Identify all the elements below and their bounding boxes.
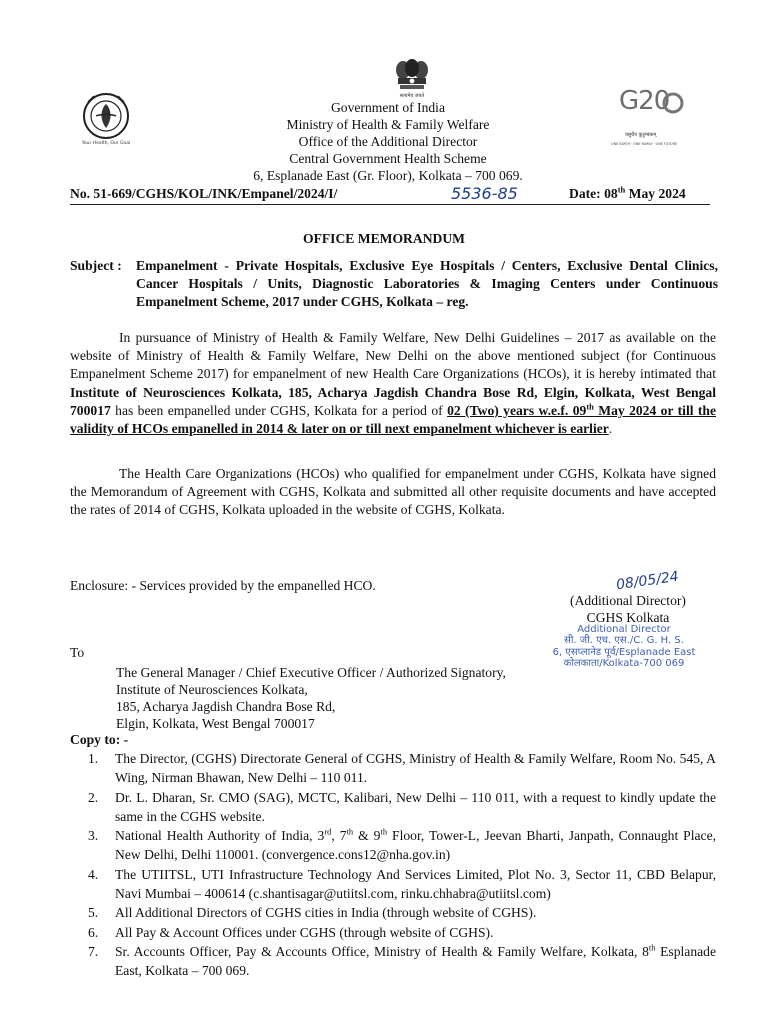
lion-capital-icon bbox=[389, 58, 435, 100]
header-line-1: Government of India bbox=[330, 100, 445, 115]
list-item: 3. National Health Authority of India, 3rd, 7th & 9th Floor, Tower-L, Jeevan Bharti, Janpath, Connaught Place, New Delhi, Delhi 110001. (convergence.cons12@nha.gov.in) bbox=[88, 826, 717, 863]
addressee-line: The General Manager / Chief Executive Officer / Authorized Signatory, bbox=[116, 665, 506, 680]
header-divider bbox=[70, 204, 710, 205]
official-stamp: Additional Director सी. जी. एच. एस./C. G. H. S. 6, एसप्लानेड पूर्व/Esplanade East कोलकाता/Kolkata-700 069 bbox=[552, 624, 696, 669]
national-emblem bbox=[389, 58, 435, 100]
lotus-globe-icon bbox=[662, 92, 684, 114]
svg-text:सत्यमेव जयते: सत्यमेव जयते bbox=[399, 93, 425, 99]
addressee-line: Institute of Neurosciences Kolkata, bbox=[116, 682, 308, 697]
office-header bbox=[200, 99, 576, 184]
signature-block bbox=[558, 592, 698, 626]
list-item: 4. The UTIITSL, UTI Infrastructure Technology And Services Limited, Plot No. 3, Sector 11, CBD Belapur, Navi Mumbai – 400614 (c.shantisagar@utiitsl.com, rinku.chhabra@utiitsl.com) bbox=[88, 866, 716, 902]
g20-logo-text: G20 bbox=[619, 86, 670, 116]
memo-title: OFFICE MEMORANDUM bbox=[303, 231, 465, 246]
subject-text: Empanelment - Private Hospitals, Exclusive Eye Hospitals / Centers, Exclusive Dental Clinics, Cancer Hospitals / Units, Diagnostic Laboratories & Imaging Centers under Continuous Empanelment Scheme, 2017 under CGHS, Kolkata – reg. bbox=[136, 258, 718, 309]
reference-line bbox=[70, 186, 710, 206]
list-item: 1. The Director, (CGHS) Directorate General of CGHS, Ministry of Health & Family Welfare, Room No. 545, A Wing, Nirman Bhawan, New Delhi – 110 011. bbox=[88, 751, 716, 786]
enclosure-note: Enclosure: - Services provided by the empanelled HCO. bbox=[70, 578, 376, 593]
list-item: 5. All Additional Directors of CGHS cities in India (through website of CGHS). bbox=[88, 905, 537, 921]
copy-to-list bbox=[88, 749, 716, 981]
list-item: 2. Dr. L. Dharan, Sr. CMO (SAG), MCTC, Kalibari, New Delhi – 110 011, with a request to kindly update the same in the CGHS website. bbox=[88, 789, 716, 824]
paragraph-2: The Health Care Organizations (HCOs) who qualified for empanelment under CGHS, Kolkata have signed the Memorandum of Agreement with CGHS, Kolkata and submitted all other requisite documents and have accepted the rates of 2014 of CGHS, Kolkata uploaded in the website of CGHS, Kolkata. bbox=[70, 466, 716, 518]
reference-number: No. 51-669/CGHS/KOL/INK/Empanel/2024/I/ bbox=[70, 186, 338, 201]
subject-label: Subject : bbox=[70, 258, 122, 273]
copy-to-label: Copy to: - bbox=[70, 732, 129, 747]
signatory-office: CGHS Kolkata bbox=[586, 610, 670, 625]
header-line-4: Central Government Health Scheme bbox=[289, 151, 487, 166]
header-line-2: Ministry of Health & Family Welfare bbox=[286, 117, 490, 132]
memo-date: Date: 08th May 2024 bbox=[569, 184, 686, 201]
cghs-emblem-icon bbox=[78, 90, 134, 156]
addressee-line: 185, Acharya Jagdish Chandra Bose Rd, bbox=[116, 699, 336, 714]
to-label: To bbox=[70, 645, 85, 660]
paragraph-1: In pursuance of Ministry of Health & Family Welfare, New Delhi Guidelines – 2017 as available on the website of Ministry of Health & Family Welfare, New Delhi on the above mentioned subject (for Continuous Empanelment Scheme 2017) for empanelment of new Health Care Organizations (HCOs), it is hereby intimated that Institute of Neurosciences Kolkata, 185, Acharya Jagdish Chandra Bose Rd, Elgin, Kolkata, West Bengal 700017 has been empanelled under CGHS, Kolkata for a period of 02 (Two) years w.e.f. 09th May 2024 or till the validity of HCOs empanelled in 2014 & later on or till next empanelment whichever is earlier. bbox=[70, 330, 717, 437]
list-item: 7. Sr. Accounts Officer, Pay & Accounts Office, Ministry of Health & Family Welfare, Kolkata, 8th Esplanade East, Kolkata – 700 069. bbox=[88, 942, 716, 979]
addressee-block bbox=[116, 664, 506, 732]
signature-scribble: 08/05/24 bbox=[615, 568, 680, 594]
list-item: 6. All Pay & Account Offices under CGHS (through website of CGHS). bbox=[88, 924, 494, 940]
g20-caption: ONE EARTH · ONE FAMILY · ONE FUTURE bbox=[611, 142, 677, 146]
handwritten-dispatch-number: 5536-85 bbox=[451, 184, 518, 203]
hco-name-address: Institute of Neurosciences Kolkata, 185, Acharya Jagdish Chandra Bose Rd, Elgin, Kolkata, West Bengal 700017 bbox=[70, 384, 716, 418]
addressee-line: Elgin, Kolkata, West Bengal 700017 bbox=[116, 716, 315, 731]
header-line-5: 6, Esplanade East (Gr. Floor), Kolkata – 700 069. bbox=[253, 168, 523, 183]
cghs-logo-caption: Your Health, Our Goal bbox=[81, 141, 131, 146]
signatory-designation: (Additional Director) bbox=[570, 593, 686, 608]
empanelment-period: 02 (Two) years w.e.f. 09th May 2024 or till the validity of HCOs empanelled in 2014 & later on or till next empanelment whichever is earlier bbox=[70, 401, 717, 437]
g20-hindi-text: वसुधैव कुटुम्बकम् bbox=[625, 132, 657, 138]
header-line-3: Office of the Additional Director bbox=[298, 134, 478, 149]
g20-logo bbox=[603, 86, 685, 154]
cghs-logo bbox=[78, 90, 134, 156]
